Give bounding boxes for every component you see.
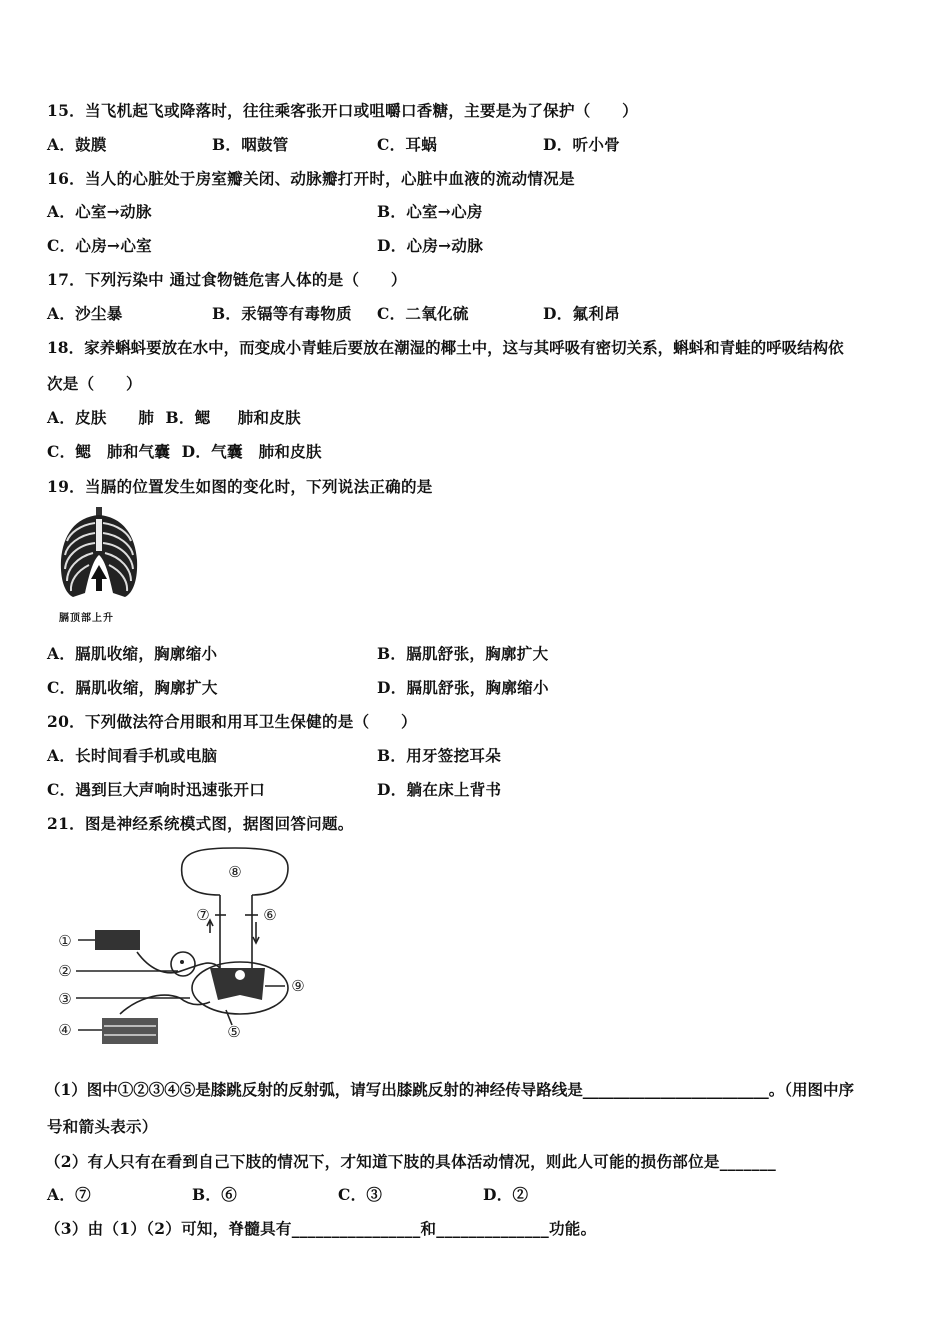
q16-option-c: C．心房→心室 xyxy=(47,236,152,255)
q19-option-a: A．膈肌收缩，胸廓缩小 xyxy=(47,644,218,663)
figure-caption: 膈顶部上升 xyxy=(59,613,114,624)
ribcage-figure xyxy=(55,505,145,624)
q21-sub2-option-c: C．③ xyxy=(338,1185,383,1204)
q21-sub2: （2）有人只有在看到自己下肢的情况下，才知道下肢的具体活动情况，则此人可能的损伤部位是_______ xyxy=(45,1152,777,1171)
question-19-stem: 19．当膈的位置发生如图的变化时，下列说法正确的是 xyxy=(47,477,433,496)
q21-sub2-option-d: D．② xyxy=(483,1185,529,1204)
q21-sub2-option-a: A．⑦ xyxy=(47,1185,91,1204)
q18-options-cd: C．鳃 肺和气囊 D．气囊 肺和皮肤 xyxy=(47,442,322,461)
nervous-system-diagram xyxy=(40,840,340,1050)
q16-option-a: A．心室→动脉 xyxy=(47,202,152,221)
question-15-stem: 15．当飞机起飞或降落时，往往乘客张开口或咀嚼口香糖，主要是为了保护（ ） xyxy=(47,101,638,120)
q19-option-c: C．膈肌收缩，胸廓扩大 xyxy=(47,678,218,697)
question-16-stem: 16．当人的心脏处于房室瓣关闭、动脉瓣打开时，心脏中血液的流动情况是 xyxy=(47,169,575,188)
q21-sub2-option-b: B．⑥ xyxy=(192,1185,238,1204)
q20-option-d: D．躺在床上背书 xyxy=(377,780,502,799)
q17-option-a: A．沙尘暴 xyxy=(47,304,123,323)
question-18-stem-line1: 18．家养蝌蚪要放在水中，而变成小青蛙后要放在潮湿的椰土中，这与其呼吸有密切关系，蝌蚪和青蛙的呼吸结构依 xyxy=(47,338,844,357)
q21-sub1-line1: （1）图中①②③④⑤是膝跳反射的反射弧，请写出膝跳反射的神经传导路线是________________________。（用图中序 xyxy=(45,1080,855,1099)
question-18-stem-line2: 次是（ ） xyxy=(47,374,142,393)
q16-option-b: B．心室→心房 xyxy=(377,202,483,221)
label-4: ④ xyxy=(58,1021,72,1039)
label-9: ⑨ xyxy=(291,977,305,995)
question-17-stem: 17．下列污染中 通过食物链危害人体的是（ ） xyxy=(47,270,407,289)
label-5: ⑤ xyxy=(227,1023,241,1041)
q20-option-b: B．用牙签挖耳朵 xyxy=(377,746,502,765)
q16-option-d: D．心房→动脉 xyxy=(377,236,484,255)
q20-option-a: A．长时间看手机或电脑 xyxy=(47,746,218,765)
q17-option-c: C．二氧化硫 xyxy=(377,304,469,323)
q19-option-b: B．膈肌舒张，胸廓扩大 xyxy=(377,644,549,663)
q15-option-d: D．听小骨 xyxy=(543,135,620,154)
label-2: ② xyxy=(58,962,72,980)
q15-option-b: B．咽鼓管 xyxy=(212,135,289,154)
label-7: ⑦ xyxy=(196,906,210,924)
q21-sub3: （3）由（1）（2）可知，脊髓具有________________和______________功能。 xyxy=(45,1219,597,1238)
q19-option-d: D．膈肌舒张，胸廓缩小 xyxy=(377,678,549,697)
q18-options-ab: A．皮肤 肺 B．鳃 肺和皮肤 xyxy=(47,408,301,427)
question-21-stem: 21．图是神经系统模式图，据图回答问题。 xyxy=(47,814,354,833)
q21-sub1-line2: 号和箭头表示） xyxy=(47,1117,158,1136)
q20-option-c: C．遇到巨大声响时迅速张开口 xyxy=(47,780,266,799)
label-8: ⑧ xyxy=(228,863,242,881)
q17-option-b: B．汞镉等有毒物质 xyxy=(212,304,352,323)
label-3: ③ xyxy=(58,990,72,1008)
q15-option-c: C．耳蜗 xyxy=(377,135,438,154)
question-20-stem: 20．下列做法符合用眼和用耳卫生保健的是（ ） xyxy=(47,712,417,731)
q15-option-a: A．鼓膜 xyxy=(47,135,107,154)
label-1: ① xyxy=(58,932,72,950)
q17-option-d: D．氟利昂 xyxy=(543,304,620,323)
ribcage-image xyxy=(55,505,145,605)
label-6: ⑥ xyxy=(263,906,277,924)
